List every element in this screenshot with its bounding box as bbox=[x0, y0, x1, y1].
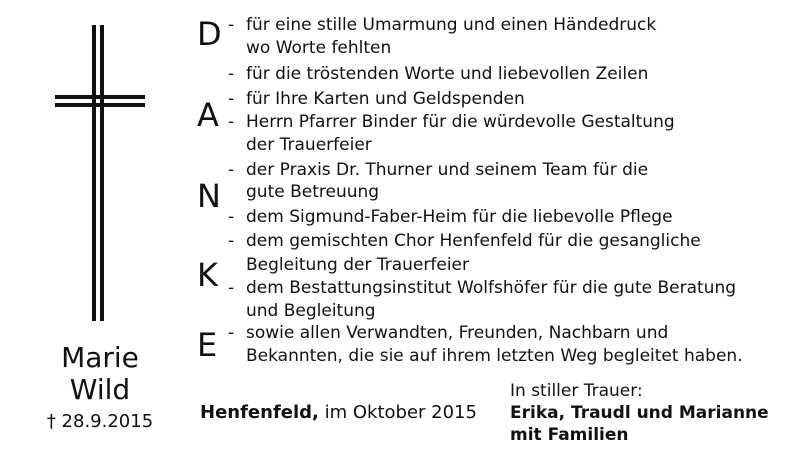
deceased-last-name: Wild bbox=[69, 373, 131, 406]
danke-letter-a: A bbox=[197, 96, 219, 134]
mourning-label: In stiller Trauer: bbox=[510, 381, 643, 401]
mourners-families: mit Familien bbox=[510, 425, 629, 445]
death-date: † 28.9.2015 bbox=[46, 411, 154, 432]
mourners-block bbox=[510, 380, 769, 446]
danke-letter-e: E bbox=[197, 326, 218, 364]
danke-letter-d: D bbox=[197, 15, 222, 53]
danke-letter-n: N bbox=[197, 177, 221, 215]
place-name: Henfenfeld, bbox=[200, 402, 319, 423]
mourners-names: Erika, Traudl und Marianne bbox=[510, 403, 769, 423]
deceased-first-name: Marie bbox=[61, 341, 139, 374]
place-date bbox=[200, 402, 477, 423]
danke-letter-k: K bbox=[197, 256, 218, 294]
notice-date: im Oktober 2015 bbox=[318, 402, 477, 423]
